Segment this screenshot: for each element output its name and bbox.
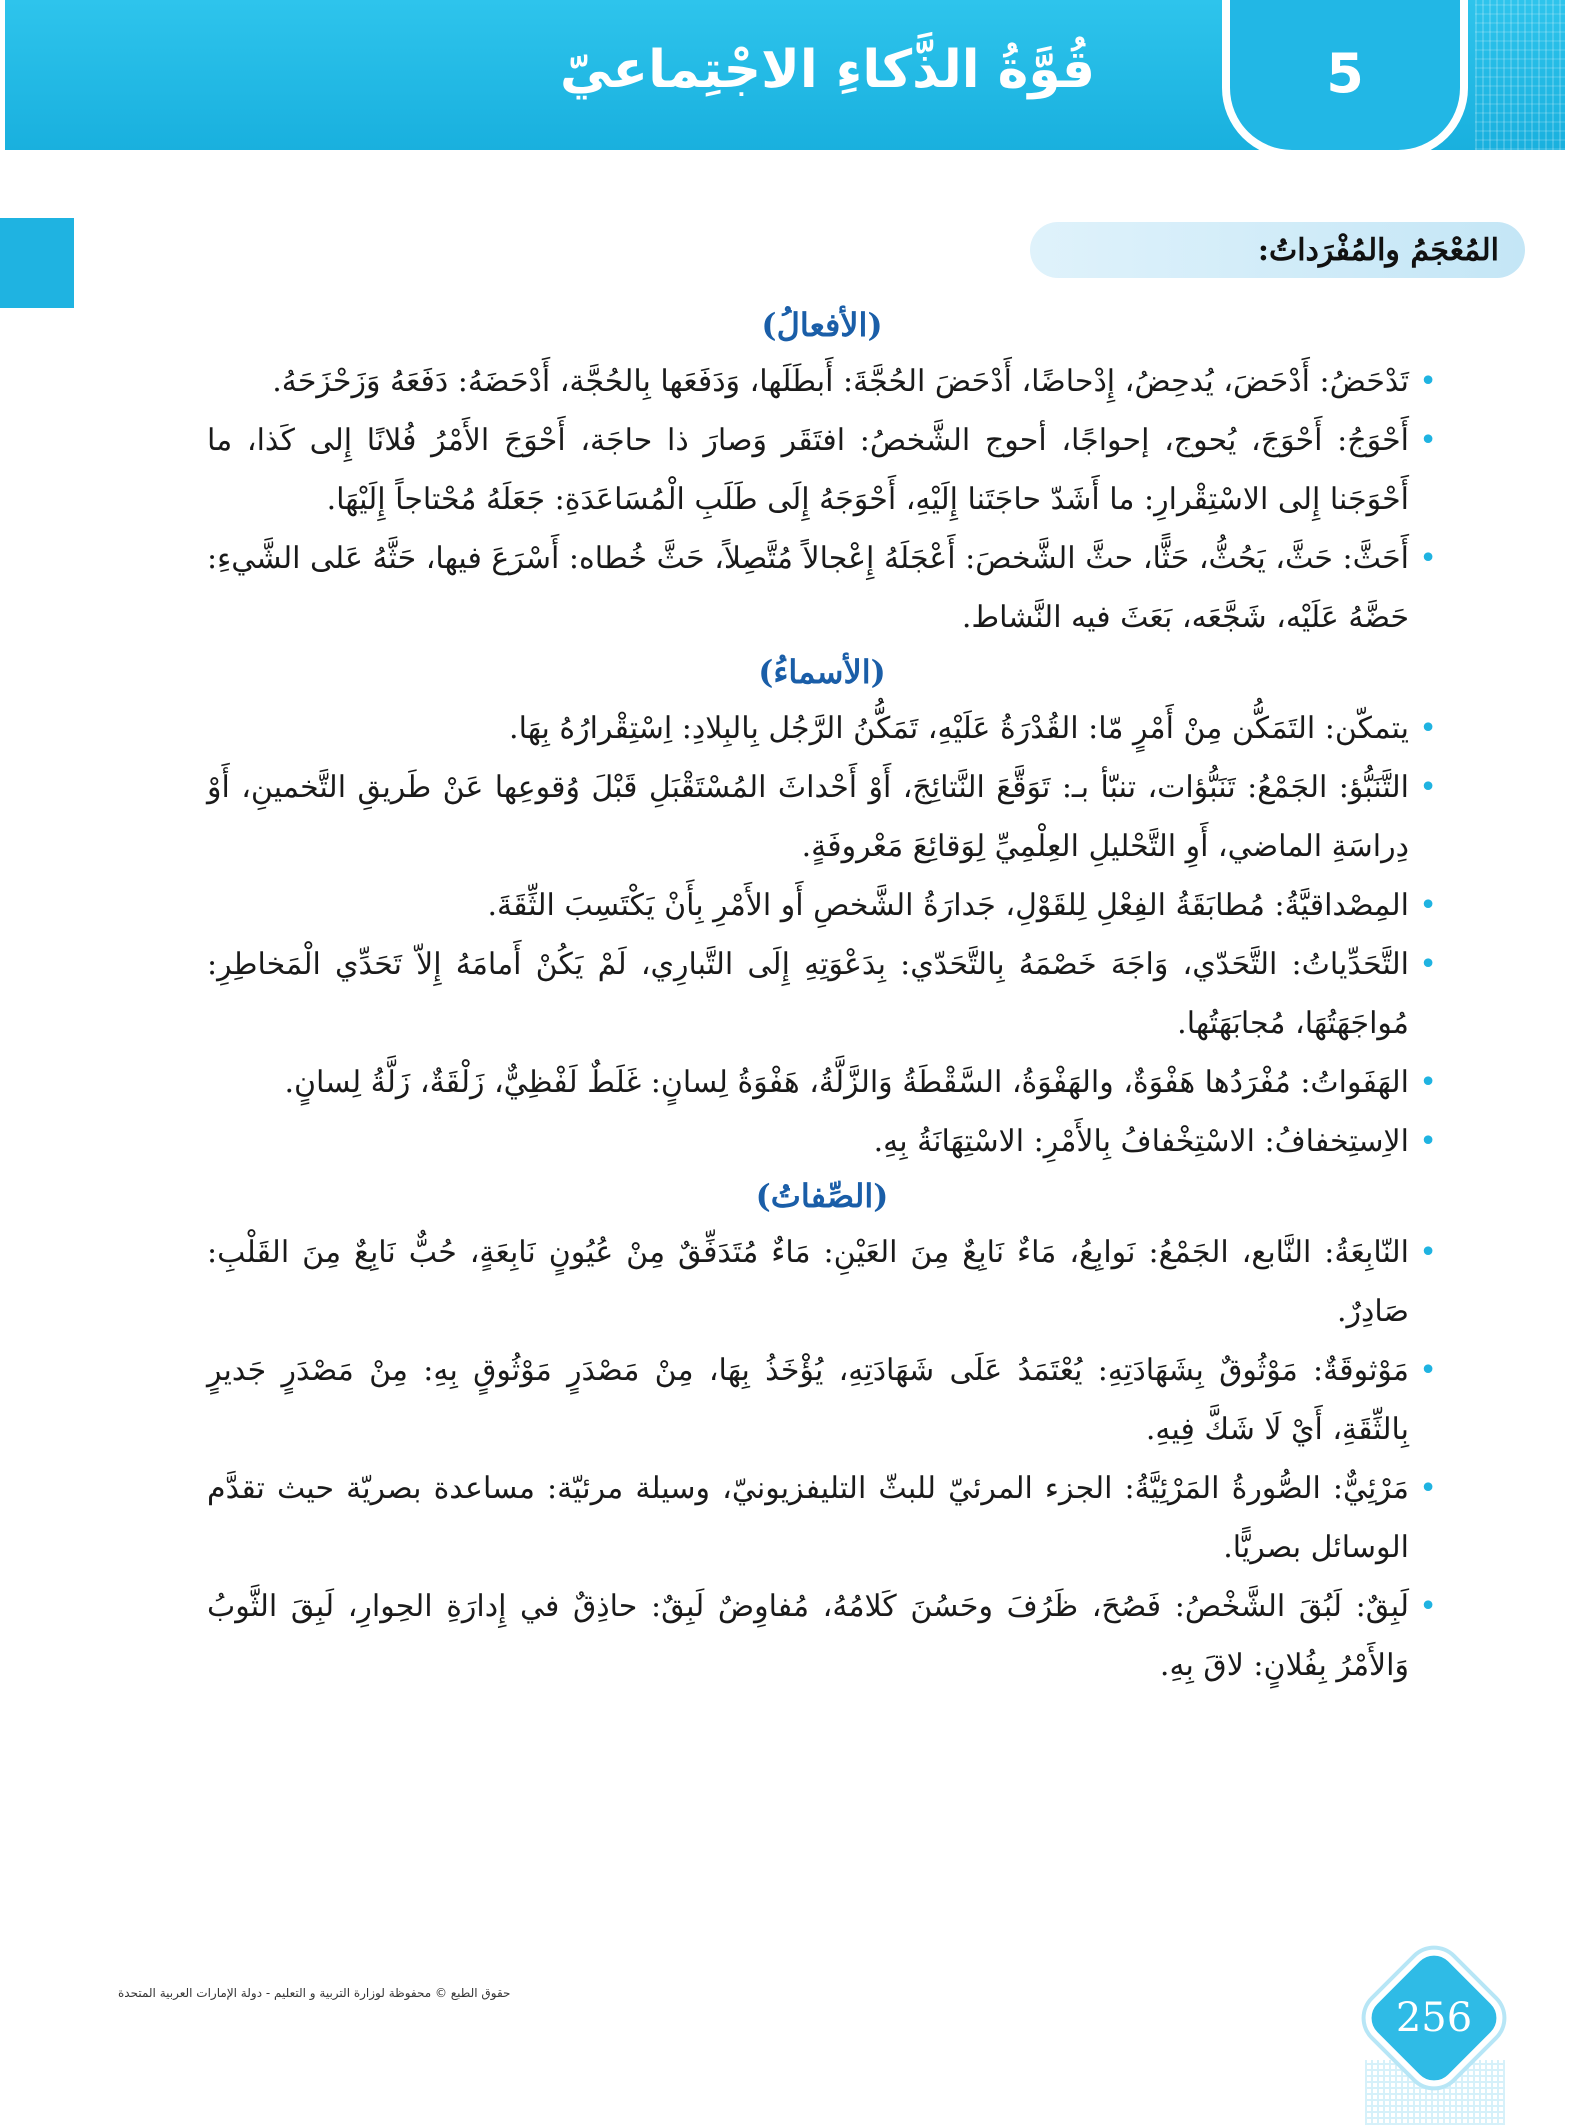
- list-item: [207, 758, 1437, 876]
- list-item: [207, 1223, 1437, 1341]
- bullet-icon: •: [1419, 1235, 1437, 1270]
- bullet-icon: •: [1419, 423, 1437, 458]
- item-text: الهَفَواتُ: مُفْرَدُها هَفْوَةٌ، والهَفْوَةُ، السَّقْطَةُ وَالزَّلَّةُ، هَفْوَةُ لِسانٍ: غَلَطٌ لَفْظِيٌّ، زَلْقَةٌ، زَلَّةُ لِسانٍ.: [284, 1065, 1409, 1100]
- item-text: يتمكّن: التَمَكُّن مِنْ أَمْرٍ مّا: القُدْرَةُ عَلَيْهِ، تَمَكُّنُ الرَّجُل بِالبِلادِ: اِسْتِقْرارُهُ بِهَا.: [509, 711, 1409, 746]
- side-accent: [0, 218, 74, 308]
- lesson-number: 5: [1326, 41, 1364, 105]
- item-text: المِصْداقيَّةُ: مُطابَقَةُ الفِعْلِ لِلقَوْلِ، جَدارَةُ الشَّخصِ أَو الأَمْرِ بِأَنْ يَكْتَسِبَ الثِّقَةَ.: [487, 888, 1409, 923]
- banner-pattern: [1475, 0, 1565, 150]
- bullet-icon: •: [1419, 770, 1437, 805]
- bullet-icon: •: [1419, 1589, 1437, 1624]
- item-text: التَّنَبُّؤ: الجَمْعُ: تَنَبُّؤات، تنبّأ بـ: تَوَقَّعَ النَّتائِجَ، أَوْ أَحْداثَ المُسْتَقْبَلِ قَبْلَ وُقوعِها عَنْ طَريقِ التَّخمينِ، أَوْ دِراسَةِ الماضي، أَوِ التَّحْليلِ العِلْمِيِّ لِوَقائِعَ مَعْروفَةٍ.: [207, 770, 1409, 864]
- bullet-icon: •: [1419, 1124, 1437, 1159]
- group-heading-adjectives: (الصِّفاتُ): [755, 1177, 889, 1215]
- bullet-icon: •: [1419, 364, 1437, 399]
- item-text: أَحْوَجُ: أَحْوَجَ، يُحوج، إحواجًا، أحوج الشَّخصُ: افتَقَر وَصارَ ذا حاجَة، أَحْوَجَ الأَمْرُ فُلانًا إِلى كَذا، ما أَحْوَجَنا إِلى الاسْتِقْرارِ: ما أَشَدّ حاجَتَنا إِلَيْهِ، أَحْوَجَهُ إِلَى طَلَبِ الْمُسَاعَدَةِ: جَعَلَهُ مُحْتاجاً إِلَيْهَا.: [207, 423, 1409, 517]
- lesson-title: قُوَّةُ الذَّكاءِ الاجْتِماعيّ: [559, 40, 1095, 100]
- bullet-icon: •: [1419, 1353, 1437, 1388]
- list-item: [207, 411, 1437, 529]
- bullet-icon: •: [1419, 1065, 1437, 1100]
- lesson-number-tab: [1222, 0, 1468, 158]
- copyright-text: حقوق الطبع © محفوظة لوزارة التربية و التعليم - دولة الإمارات العربية المتحدة: [118, 1986, 511, 2000]
- list-item: [207, 1577, 1437, 1695]
- list-item: [207, 1053, 1437, 1112]
- nouns-group: [207, 653, 1437, 1171]
- section-title: المُعْجَمُ والمُفْرَداتُ:: [1030, 222, 1525, 278]
- list-item: [207, 699, 1437, 758]
- bullet-icon: •: [1419, 888, 1437, 923]
- group-heading-nouns: (الأسماءُ): [758, 653, 886, 691]
- item-text: أَحَثَّ: حَثَّ، يَحُثُّ، حَثًّا، حثَّ الشَّخصَ: أَعْجَلَهُ إِعْجالاً مُتَّصِلاً، حَثَّ خُطاه: أَسْرَعَ فيها، حَثَّهُ عَلى الشَّيءِ: حَضَّهُ عَلَيْه، شَجَّعَه، بَعَثَ فيه النَّشاط.: [207, 541, 1409, 635]
- item-text: التَّحَدِّياتُ: التَّحَدّي، وَاجَهَ خَصْمَهُ بِالتَّحَدّي: بِدَعْوَتِهِ إِلَى التَّبارِي، لَمْ يَكُنْ أَمامَهُ إِلاّ تَحَدِّي الْمَخاطِرِ: مُواجَهَتُهَا، مُجابَهَتُها.: [207, 947, 1409, 1041]
- item-text: النّابِعَةُ: النَّابع، الجَمْعُ: نَوابِعُ، مَاءٌ نَابِعٌ مِنَ العَيْنِ: مَاءٌ مُتَدَفِّقٌ مِنْ عُيُونٍ نَابِعَةٍ، حُبٌّ نَابِعٌ مِنَ القَلْبِ: صَادِرٌ.: [207, 1235, 1409, 1329]
- item-text: مَوْثوقَةٌ: مَوْثُوقٌ بِشَهَادَتِهِ: يُعْتَمَدُ عَلَى شَهَادَتِهِ، يُؤْخَذُ بِهَا، مِنْ مَصْدَرٍ مَوْثُوقٍ بِهِ: مِنْ مَصْدَرٍ جَديرٍ بِالثِّقَةِ، أَيْ لَا شَكَّ فِيهِ.: [207, 1353, 1409, 1447]
- list-item: [207, 935, 1437, 1053]
- vocabulary-content: [207, 300, 1437, 1695]
- list-item: [207, 529, 1437, 647]
- item-text: الاِستِخفافُ: الاسْتِخْفافُ بِالأَمْرِ: الاسْتِهَانَةُ بِهِ.: [873, 1124, 1409, 1159]
- bullet-icon: •: [1419, 947, 1437, 982]
- list-item: [207, 876, 1437, 935]
- item-text: تَدْحَضُ: أَدْحَضَ، يُدحِضُ، إِدْحاضًا، أَدْحَضَ الحُجَّةَ: أَبطَلَها، وَدَفَعَها بِالحُجَّة، أَدْحَضَهُ: دَفَعَهُ وَزَحْزَحَهُ.: [272, 364, 1409, 399]
- item-text: لَبِقٌ: لَبُقَ الشَّخْصُ: فَصُحَ، ظَرُفَ وحَسُنَ كَلامُهُ، مُفاوِضٌ لَبِقٌ: حاذِقٌ في إِدارَةِ الحِوارِ، لَبِقَ الثَّوبُ وَالأَمْرُ بِفُلانٍ: لاقَ بِهِ.: [207, 1589, 1409, 1683]
- item-text: مَرْئِيٌّ: الصُّورةُ المَرْئِيَّةُ: الجزء المرئيّ للبثّ التليفزيونيّ، وسيلة مرئيّة: مساعدة بصريّة حيث تقدَّم الوسائل بصريًّا.: [207, 1471, 1409, 1565]
- bullet-icon: •: [1419, 541, 1437, 576]
- verbs-group: [207, 306, 1437, 647]
- page-number: 256: [1395, 1995, 1473, 2041]
- list-item: [207, 352, 1437, 411]
- adjectives-group: [207, 1177, 1437, 1695]
- group-heading-verbs: (الأفعالُ): [761, 306, 883, 344]
- bullet-icon: •: [1419, 1471, 1437, 1506]
- list-item: [207, 1341, 1437, 1459]
- list-item: [207, 1112, 1437, 1171]
- bullet-icon: •: [1419, 711, 1437, 746]
- list-item: [207, 1459, 1437, 1577]
